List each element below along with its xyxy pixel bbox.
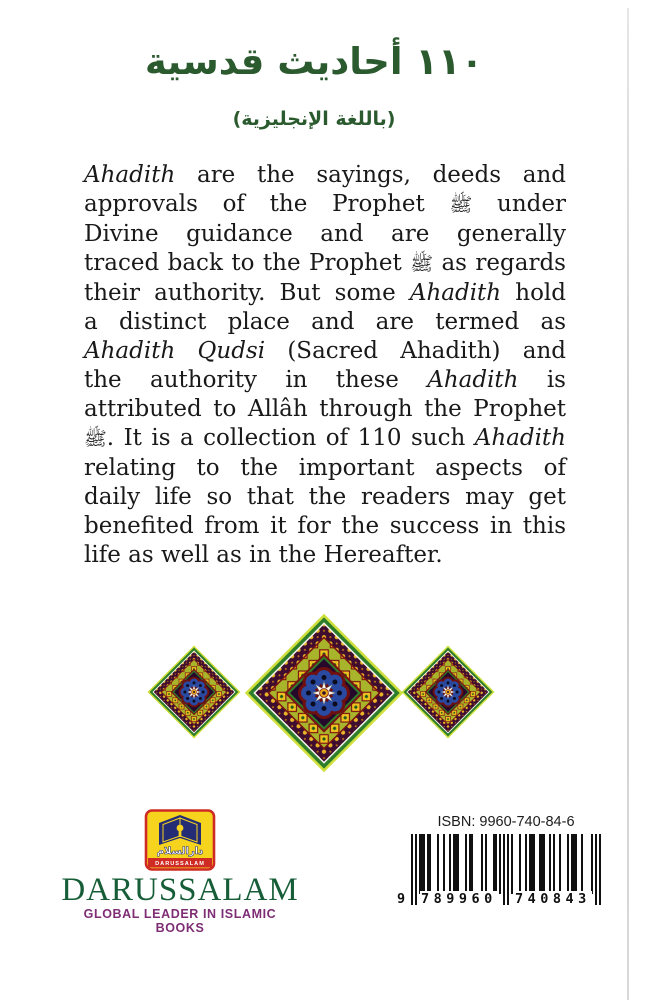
text-run: their authority. But some: [84, 280, 410, 306]
italic-run: Ahadith: [474, 425, 566, 451]
body-line: [84, 483, 566, 512]
body-line: [84, 308, 566, 337]
text-run: . It is a collection of 110 such: [106, 425, 475, 451]
text-run: (Sacred Ahadith) and: [265, 338, 566, 364]
publisher-tagline: GLOBAL LEADER IN ISLAMIC BOOKS: [83, 907, 277, 935]
text-run: hold: [501, 280, 566, 306]
subtitle-arabic: (باللغة الإنجليزية): [232, 108, 396, 130]
scan-edge-line: [627, 8, 629, 1000]
text-run: daily life so that the readers may get: [84, 484, 566, 510]
body-line: [84, 161, 566, 190]
body-line: [84, 249, 566, 279]
text-run: as regards: [432, 250, 566, 276]
body-line: [84, 512, 566, 541]
ornament-diamond-center: [244, 613, 404, 773]
barcode-module: [599, 834, 601, 905]
isbn-label: ISBN: 9960-740-84-6: [437, 814, 575, 830]
text-run: a distinct place and are termed as: [84, 309, 566, 335]
body-line: [84, 337, 566, 366]
text-run: is: [518, 367, 566, 393]
body-line: [84, 190, 566, 220]
title-arabic: ١١٠ أحاديث قدسية: [144, 40, 484, 83]
text-run: life as well as in the Hereafter.: [84, 542, 443, 568]
body-line: [84, 454, 566, 483]
ornament-diamond-right: [401, 645, 495, 739]
body-line: [84, 366, 566, 395]
logo-arabic-text: دارالسلام: [156, 846, 204, 857]
barcode-right-digits: 740843: [515, 891, 591, 907]
italic-run: Ahadith: [427, 367, 519, 393]
text-run: Divine guidance and are generally: [84, 221, 566, 247]
text-run: relating to the important aspects of: [84, 455, 566, 481]
body-line: [84, 541, 566, 570]
pbuh-symbol: ﷺ: [449, 194, 473, 216]
italic-run: Ahadith: [84, 162, 176, 188]
text-run: approvals of the Prophet: [84, 191, 450, 217]
italic-run: Ahadith: [409, 280, 502, 306]
text-run: attributed to Allâh through the Prophet: [84, 396, 566, 422]
pbuh-symbol: ﷺ: [410, 253, 433, 275]
text-run: are the sayings, deeds and: [175, 162, 566, 188]
text-run: the authority in these: [84, 367, 428, 393]
ean13-barcode: [397, 834, 601, 920]
text-run: traced back to the Prophet: [84, 250, 411, 276]
body-line: [84, 395, 566, 424]
publisher-block: [60, 809, 300, 935]
italic-run: Ahadith Qudsi: [84, 338, 266, 364]
barcode-left-digits: 789960: [421, 891, 497, 907]
body-line: [84, 279, 566, 308]
pbuh-symbol: ﷺ: [84, 428, 107, 450]
text-run: benefited from it for the success in this: [84, 513, 566, 539]
isbn-block: [399, 814, 613, 920]
logo-english-text: DARUSSALAM: [155, 861, 205, 867]
text-run: under: [472, 191, 566, 217]
ornament-diamond-left: [147, 645, 241, 739]
darussalam-logo: [144, 809, 216, 871]
barcode-lead-digit: 9: [397, 891, 406, 907]
publisher-name: DARUSSALAM: [61, 872, 299, 908]
body-line: [84, 220, 566, 249]
description-paragraph: [84, 161, 566, 570]
body-line: [84, 424, 566, 454]
